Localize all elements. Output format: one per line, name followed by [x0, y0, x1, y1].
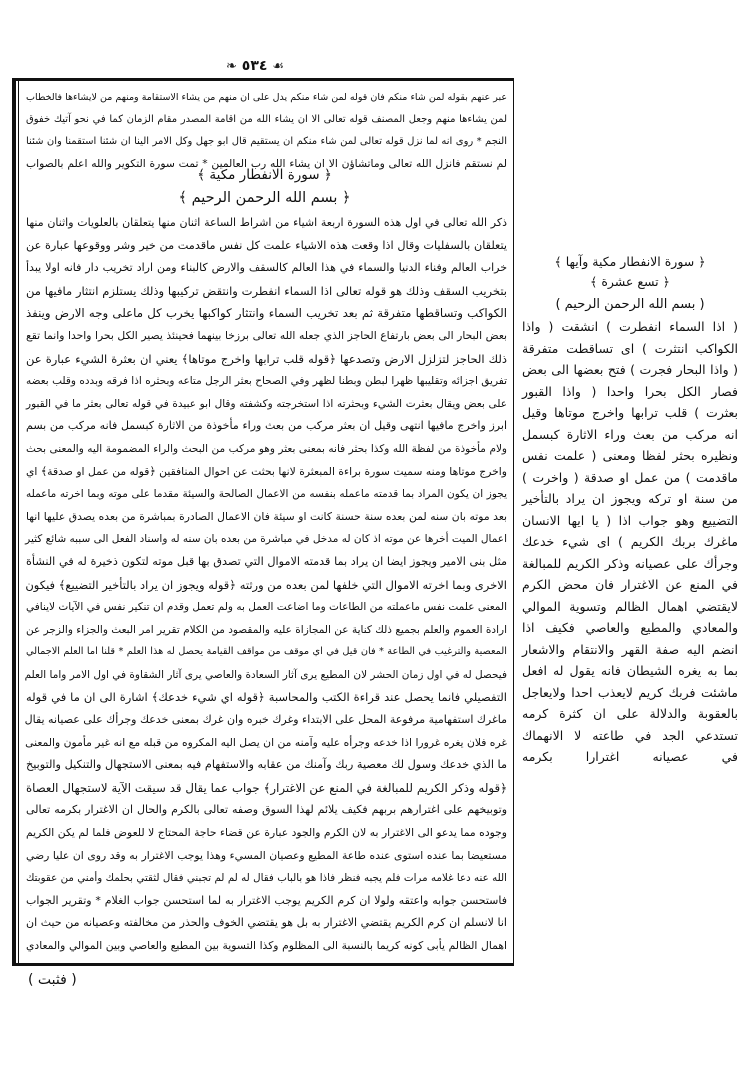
commentary-line: الله عنه دعا غلامه مرات فلم يجبه فنظر فاذا هو بالباب فقال له لم لم تجبني فقال لثقتي بحلمك وأمني من عقوبتك [26, 872, 507, 885]
margin-line: بعثرت ) قلب ترابها واخرج موتاها وقيل [522, 405, 738, 420]
commentary-line: وتوبيخهم على اغترارهم بربهم فكيف يلائم لهذا السوق وصفه تعالى بالكرم والحال ان الاغترار بكرمه تعالى [26, 803, 507, 817]
margin-basmala: ( بسم الله الرحمن الرحيم ) [555, 297, 705, 312]
margin-line: من سنة او تركه ويجوز ان يراد بالتأخير [522, 491, 738, 506]
commentary-line: ولام مأخوذة من لفظة الله وكذا بحثر فانه بمعنى بعثر وهو مركب من البحث والراء المضمومة اليه والمعنى بحث [26, 442, 507, 455]
commentary-line: ذلك الحاجز لتزلزل الارض وتصدعها ﴿قوله قلب ترابها واخرج موتاها﴾ يعني ان بعثرة الشيء عبارة عن [26, 351, 507, 366]
margin-line: التضييع وهو جواب اذا ( يا ايها الانسان [522, 512, 738, 528]
commentary-line: مثل بنى الامير ويجوز ايضا ان يراد بما قدمته الاموال التي تصدق بها قبل موته لتكون ذخيرة له في النشأة [26, 554, 507, 568]
commentary-line: يجوز ان يكون المراد بما قدمته ماعمله بنفسه من الاعمال الصالحة والسيئة مقدما على موته وبما اخرته ماعمله [26, 488, 507, 501]
margin-line: ( اذا السماء انفطرت ) انشقت ( واذا [522, 319, 738, 334]
margin-line: ( واذا البحار فجرت ) فتح بعضها الى بعض [522, 362, 738, 377]
margin-line: ماغرك بربك الكريم ) اى شيء خدعك [522, 534, 738, 549]
commentary-line: انا لانسلم ان كرم الكريم يقتضي الاغترار به بل هو يقتضي الخوف والحذر من مخالفته وعصيانه من حيث ان [26, 916, 507, 930]
commentary-line: يتعلقان بالسفليات وقال اذا وقعت هذه الاشياء علمت كل نفس ماقدمت من خير وشر ووقوعها عبارة عن [26, 238, 507, 252]
commentary-line: فاستحسن جوابه واعتقه ولولا ان كرم الكريم يوجب الاغترار به لما استحسن جواب الغلام * وتقرير الجواب [26, 893, 507, 907]
ornament-icon: ❧ [226, 59, 237, 74]
margin-line: ماشئت فربك كريم لايعذب احدا ولايعاجل [522, 684, 738, 700]
margin-line: لايقتضي اهمال الظالم وتسوية الموالي [522, 598, 738, 614]
margin-sura-heading: ﴿ سورة الانفطار مكية وآيها ﴾ [554, 254, 706, 269]
commentary-line: ماغرك استفهامية مرفوعة المحل على الابتداء وغرك خبره وان غرك بمعنى خدعك وجرأك على عصيانه يقال [24, 713, 507, 727]
commentary-line: المعنى علمت نفس ماعملته من الطاعات وما اضاعت العمل به ولم تعمل وقدم ان تنكير نفس في الآيات لاينافي [26, 601, 507, 614]
commentary-line: اهمال الظالم يأبى كونه كريما بالنسبة الى المظلوم وكذا التسوية بين المطيع والعاصي وبين الموالي والمعادي [26, 939, 507, 952]
commentary-line: بعد موته بان سنه لمن بعده سنة حسنة كانت او سيئة فان الاعمال الصادرة بمباشرة من بعده يصدق عليها انها [26, 509, 507, 523]
margin-line: والمعادي والمطيع والعاصي فكيف اذا [522, 620, 738, 635]
margin-line: بما به يغره الشيطان فانه يقول له افعل [522, 663, 738, 678]
basmala-heading: ﴿ بسم الله الرحمن الرحيم ﴾ [178, 190, 351, 206]
margin-line: تستدعي الجد في طاعته لا الانهماك [522, 727, 738, 743]
margin-line: في عصيانه اغترارا بكرمه [522, 749, 738, 764]
margin-text-column [522, 252, 738, 768]
margin-line: في المنع عن الاغترار فان محض الكرم [522, 577, 738, 592]
margin-line: ماقدمت ) من عمل او صدقة ( واخرت ) [522, 469, 738, 485]
commentary-line: الكواكب وتساقطها متفرقة ثم بعد تخريب السماء وانتثار كواكبها يخرب كل ماعلى وجه الارض وينفذ [26, 306, 507, 321]
commentary-frame [12, 78, 514, 966]
commentary-line: لم نستقم فانزل الله تعالى وماتشاؤن الا ان يشاء الله رب العالمين * تمت سورة التكوير والله اعلم بالصواب [26, 157, 507, 170]
margin-verse-count: ﴿ تسع عشرة ﴾ [590, 274, 670, 289]
commentary-line: ذكر الله تعالى في اول هذه السورة اربعة اشياء من اشراط الساعة اثنان منها يتعلقان بالعلويات واثنان منها [26, 216, 507, 229]
commentary-top-lines [26, 87, 507, 175]
commentary-line: المعصية والترغيب في الطاعة * فان قيل في اي موقف من مواقف القيامة يحصل له هذا العلم * قلنا اما العلم الاجمالي [26, 646, 507, 658]
margin-line: وجرأك على عصيانه وذكر الكريم للمبالغة [522, 555, 738, 571]
ornament-icon: ☙ [272, 59, 284, 74]
margin-line: فصار الكل بحرا واحدا ( واذا القبور [522, 383, 738, 399]
commentary-line: فيحصل له في اول زمان الحشر لان المطيع يرى آثار السعادة والعاصي يرى آثار الشقاوة في اول الامر واما العلم [24, 668, 507, 681]
commentary-line: خراب العالم وفناء الدنيا والسماء في هذا العالم كالسقف والارض كالبناء ومن اراد تخريب دار فانه اولا يبدأ [26, 261, 507, 275]
margin-line: انضم اليه صفة القهر والانتقام والاشعار [522, 641, 738, 657]
commentary-line: لمن يشاءها منهم وجعل المصنف قوله تعالى الا ان يشاء الله من اقامة المصدر مقام الزمان كما في نحو آتيك خفوق [26, 114, 507, 125]
margin-lines [522, 316, 738, 768]
commentary-line: وجوده مما يدعو الى الاغترار به لان الكرم والجود عبارة عن قضاء حاجة المحتاج لا للعوض فلما لم يكن الكريم [26, 826, 507, 840]
commentary-line: بتخريب السقف وذلك هو قوله تعالى اذا السماء انفطرت وانتقض تركيبها وذلك يستلزم انتثار مافيها من [26, 283, 507, 298]
margin-line: الكواكب انتثرت ) اى تساقطت متفرقة [522, 340, 738, 356]
commentary-line: التفصيلي فانما يحصل عند قراءة الكتب والمحاسبة ﴿قوله اي شيء خدعك﴾ اشارة الى ان ما في قوله [26, 690, 507, 705]
commentary-line: بعض البحار الى بعض بارتفاع الحاجز الذي جعله الله تعالى برزخا بينهما فحينئذ يصير الكل بحرا واحدا وانما تقع [26, 328, 507, 342]
sura-title: ﴿ سورة الانفطار مكية ﴾ [197, 167, 332, 183]
commentary-line: ما الذي خدعك وسول لك معصية ربك وآمنك من عقابه والاستفهام فيه بمعنى الاستجهال والتنكيل والتوبيخ [26, 758, 507, 772]
commentary-line: عبر عنهم بقوله لمن شاء منكم فان قوله لمن شاء منكم يدل على ان منهم من يشاء الاستقامة ومنهم من لايشاءها فالخطاب [26, 92, 507, 103]
commentary-line: الاخرى وبما اخرته الاموال التي خلفها لمن بعده من ورثته ﴿قوله ويجوز ان يراد بالتأخير التضييع﴾ فيكون [25, 577, 507, 592]
commentary-line: ارادة العموم والعلم بجميع ذلك كناية عن المجازاة عليه والمقصود من الكلام تقرير امر البعث والجزاء والزجر عن [26, 623, 507, 636]
page-number-text: ٥٣٤ [241, 58, 268, 74]
commentary-body [26, 212, 507, 958]
commentary-line: غره فلان يغره غرورا اذا خدعه وجرأه عليه وآمنه من ان يصل اليه المكروه من قبله مع انه غير مأمون والمعنى [25, 735, 507, 749]
margin-line: بالعقوبة والدلالة على ان كثرة كرمه [522, 706, 738, 721]
commentary-line: مستعيضا بما عنده استوى عنده طاعة المطيع وعصيان المسيء وهذا يوجب الاغترار به وقد روى ان عليا رضي [26, 848, 507, 862]
commentary-line: النجم * روى انه لما نزل قوله تعالى لمن شاء منكم ان يستقيم قال ابو جهل وكل الامر الينا ان شئنا استقمنا وان شئنا [26, 136, 507, 147]
commentary-line: على بعض ويقال بعثرت الشيء وبحثرته اذا استخرجته وكشفته وقال ابو عبيدة في قوله تعالى بعثر ما في القبور [26, 397, 507, 410]
margin-line: ونظيره بحثر لفظا ومعنى ( علمت نفس [522, 448, 738, 463]
catchword: ( فثبت ) [28, 972, 77, 988]
margin-line: انه مركب من بعث وراء الاثارة كبسمل [522, 426, 738, 442]
commentary-line: ابرز واخرج مافيها انتهى وقيل ان بعثر مركب من بعث وراء مأخوذة من الاثارة كبسمل فانه مركب من بسم [26, 419, 507, 433]
commentary-line: ﴿قوله وذكر الكريم للمبالغة في المنع عن الاغترار﴾ جواب عما يقال قد سيقت الآية لاستجهال العصاة [26, 780, 507, 795]
commentary-line: واخرج موتاها ومنه سميت سورة براءة المبعثرة لانها بحثت عن احوال المنافقين ﴿قوله من عمل او صدقة﴾ اي [26, 464, 507, 478]
commentary-line: تفريق اجزائه وتقليبها ظهرا لبطن وبطنا لظهر وفي الصحاح بعثر الرجل متاعه وبحثره اذا فرقه وبدده وقلب بعضه [26, 375, 507, 388]
page-number [205, 58, 305, 74]
commentary-line: اعمال الميت أخرها عن موته اذ كان له مدخل في مباشرة من بعده بان سنه له واسناد الفعل الى سببه شائع كثير [25, 533, 507, 546]
